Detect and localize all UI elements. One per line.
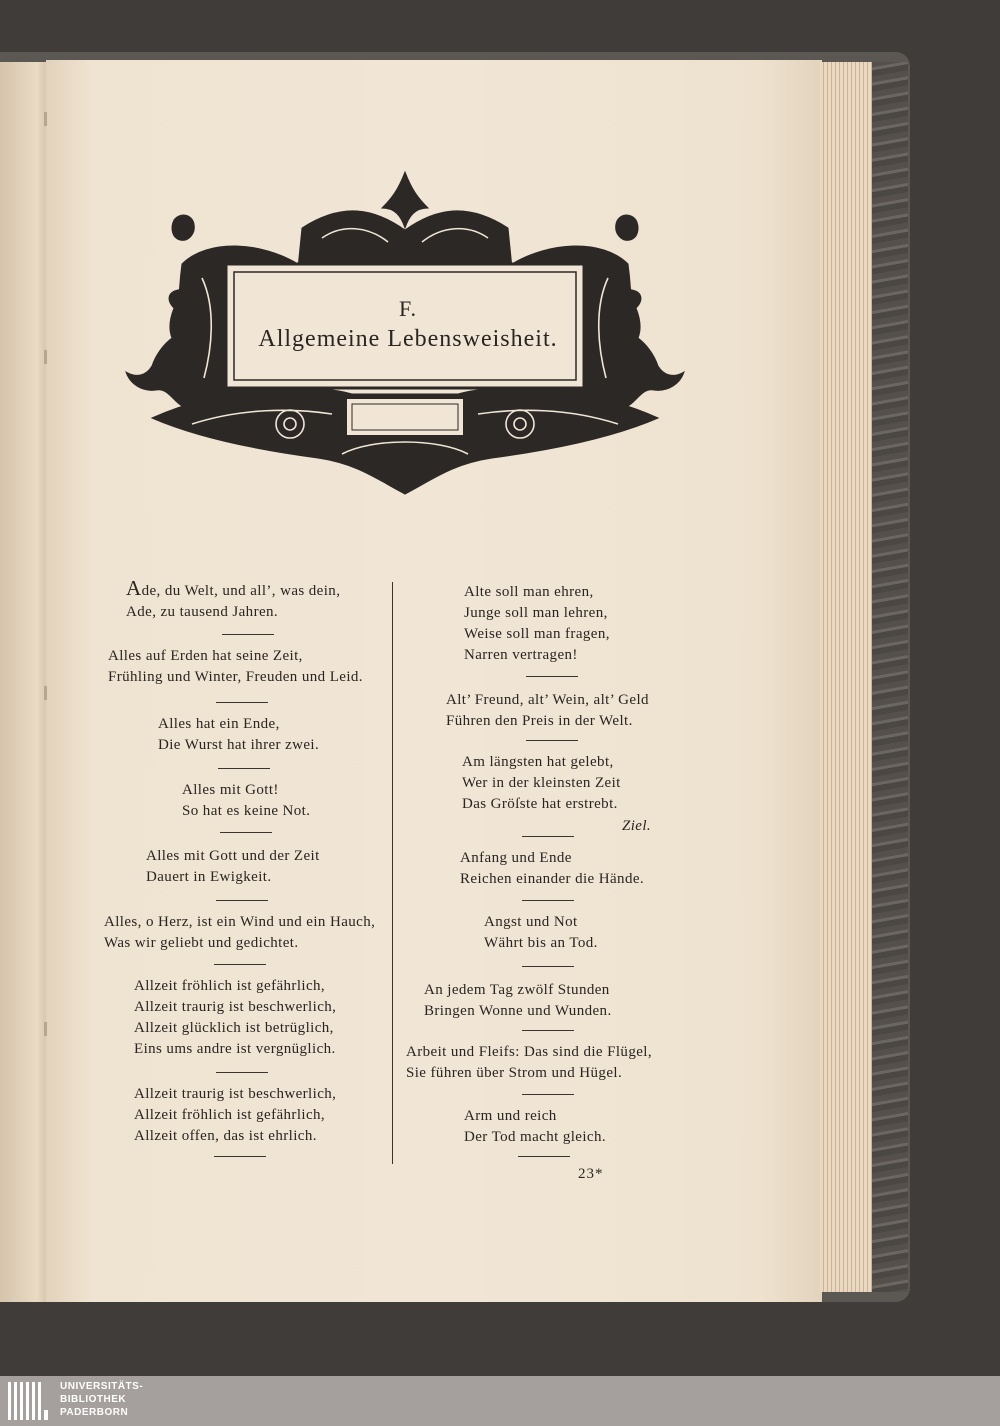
proverb-line: Narren vertragen! <box>464 647 578 663</box>
separator-rule <box>522 966 574 967</box>
proverb-line: Was wir geliebt und gedichtet. <box>104 935 299 951</box>
proverb-author <box>622 816 651 837</box>
proverb-line: Alles hat ein Ende, <box>158 716 280 732</box>
proverb-line: Allzeit traurig ist beschwerlich, <box>134 1086 337 1102</box>
proverb <box>462 752 621 815</box>
proverb-line: Reichen einander die Hände. <box>460 871 645 887</box>
proverb-line: Allzeit fröhlich ist gefährlich, <box>134 1107 326 1123</box>
proverb-line: Das Gröſste hat erstrebt. <box>462 796 618 812</box>
library-logo-icon <box>8 1380 50 1422</box>
proverb <box>126 578 340 623</box>
logo-line: UNIVERSITÄTS- <box>60 1381 144 1392</box>
logo-line: PADERBORN <box>60 1407 129 1418</box>
proverb-line: Währt bis an Tod. <box>484 935 598 951</box>
proverb-line: Allzeit glücklich ist betrüglich, <box>134 1020 334 1036</box>
section-heading <box>232 270 584 386</box>
author-name: Ziel. <box>622 818 652 834</box>
proverb <box>134 976 336 1060</box>
proverb-line: Wer in der kleinsten Zeit <box>462 775 621 791</box>
proverb <box>424 980 612 1022</box>
separator-rule <box>522 900 574 901</box>
separator-rule <box>216 702 268 703</box>
proverb-line: Am längsten hat gelebt, <box>462 754 614 770</box>
proverb-line: Allzeit traurig ist beschwerlich, <box>134 999 337 1015</box>
proverb-line: Allzeit fröhlich ist gefährlich, <box>134 978 326 994</box>
separator-rule <box>214 1156 266 1157</box>
separator-rule <box>522 836 574 837</box>
proverb-line: Führen den Preis in der Welt. <box>446 713 633 729</box>
separator-rule <box>522 1094 574 1095</box>
proverb-line: Bringen Wonne und Wunden. <box>424 1003 612 1019</box>
separator-rule <box>526 740 578 741</box>
column-divider <box>392 582 393 1164</box>
proverb-line: Frühling und Winter, Freuden und Leid. <box>108 669 363 685</box>
separator-rule <box>216 1072 268 1073</box>
proverb <box>464 1106 606 1148</box>
binding-stitch <box>44 350 47 364</box>
proverb-line: Angst und Not <box>484 914 578 930</box>
separator-rule <box>518 1156 570 1157</box>
proverb-line: Die Wurst hat ihrer zwei. <box>158 737 320 753</box>
proverb-line: Arm und reich <box>464 1108 557 1124</box>
separator-rule <box>216 900 268 901</box>
separator-rule <box>222 634 274 635</box>
proverb-line: Eins ums andre ist vergnüglich. <box>134 1041 336 1057</box>
section-title: Allgemeine Lebensweisheit. <box>258 326 558 352</box>
proverb-line: Alt’ Freund, alt’ Wein, alt’ Geld <box>446 692 649 708</box>
page-block-edges <box>820 62 872 1292</box>
section-letter: F. <box>399 296 417 321</box>
proverb-line: Alles mit Gott und der Zeit <box>146 848 320 864</box>
proverb-line: Der Tod macht gleich. <box>464 1129 607 1145</box>
proverb-line: Dauert in Ewigkeit. <box>146 869 272 885</box>
proverb-line: So hat es keine Not. <box>182 803 311 819</box>
proverb-line: Allzeit offen, das ist ehrlich. <box>134 1128 317 1144</box>
book-spine-edge <box>868 62 908 1292</box>
proverb-line: Ade, zu tausend Jahren. <box>126 604 279 620</box>
proverb-line: Arbeit und Fleifs: Das sind die Flügel, <box>406 1044 652 1060</box>
proverb-line: Weise soll man fragen, <box>464 626 610 642</box>
proverb <box>446 690 649 732</box>
proverb-line: Ade, du Welt, und all’, was dein, <box>126 576 341 600</box>
proverb-line: Junge soll man lehren, <box>464 605 608 621</box>
library-logo-text[interactable] <box>60 1380 143 1419</box>
proverb <box>134 1084 336 1147</box>
proverb <box>104 912 375 954</box>
proverb-line: Alte soll man ehren, <box>464 584 594 600</box>
proverb <box>146 846 320 888</box>
proverb <box>108 646 363 688</box>
separator-rule <box>220 832 272 833</box>
proverb-line: Alles auf Erden hat seine Zeit, <box>108 648 303 664</box>
proverb <box>464 582 610 666</box>
separator-rule <box>214 964 266 965</box>
footer-bar <box>0 1376 1000 1426</box>
proverb <box>406 1042 652 1084</box>
proverb-line: An jedem Tag zwölf Stunden <box>424 982 610 998</box>
binding-stitch <box>44 1022 47 1036</box>
proverb-line: Alles, o Herz, ist ein Wind und ein Hauch, <box>104 914 376 930</box>
logo-line: BIBLIOTHEK <box>60 1394 127 1405</box>
proverb <box>158 714 319 756</box>
page-number: 23* <box>578 1166 604 1182</box>
proverb <box>460 848 644 890</box>
proverb-line: Sie führen über Strom und Hügel. <box>406 1065 623 1081</box>
binding-stitch <box>44 686 47 700</box>
proverb <box>182 780 310 822</box>
separator-rule <box>526 676 578 677</box>
proverb-line-rest: de, du Welt, und all’, was dein, <box>141 583 341 599</box>
proverb-line: Anfang und Ende <box>460 850 572 866</box>
proverb-line: Alles mit Gott! <box>182 782 279 798</box>
proverb <box>484 912 598 954</box>
left-page-edge <box>0 62 46 1302</box>
separator-rule <box>218 768 270 769</box>
separator-rule <box>522 1030 574 1031</box>
binding-stitch <box>44 112 47 126</box>
